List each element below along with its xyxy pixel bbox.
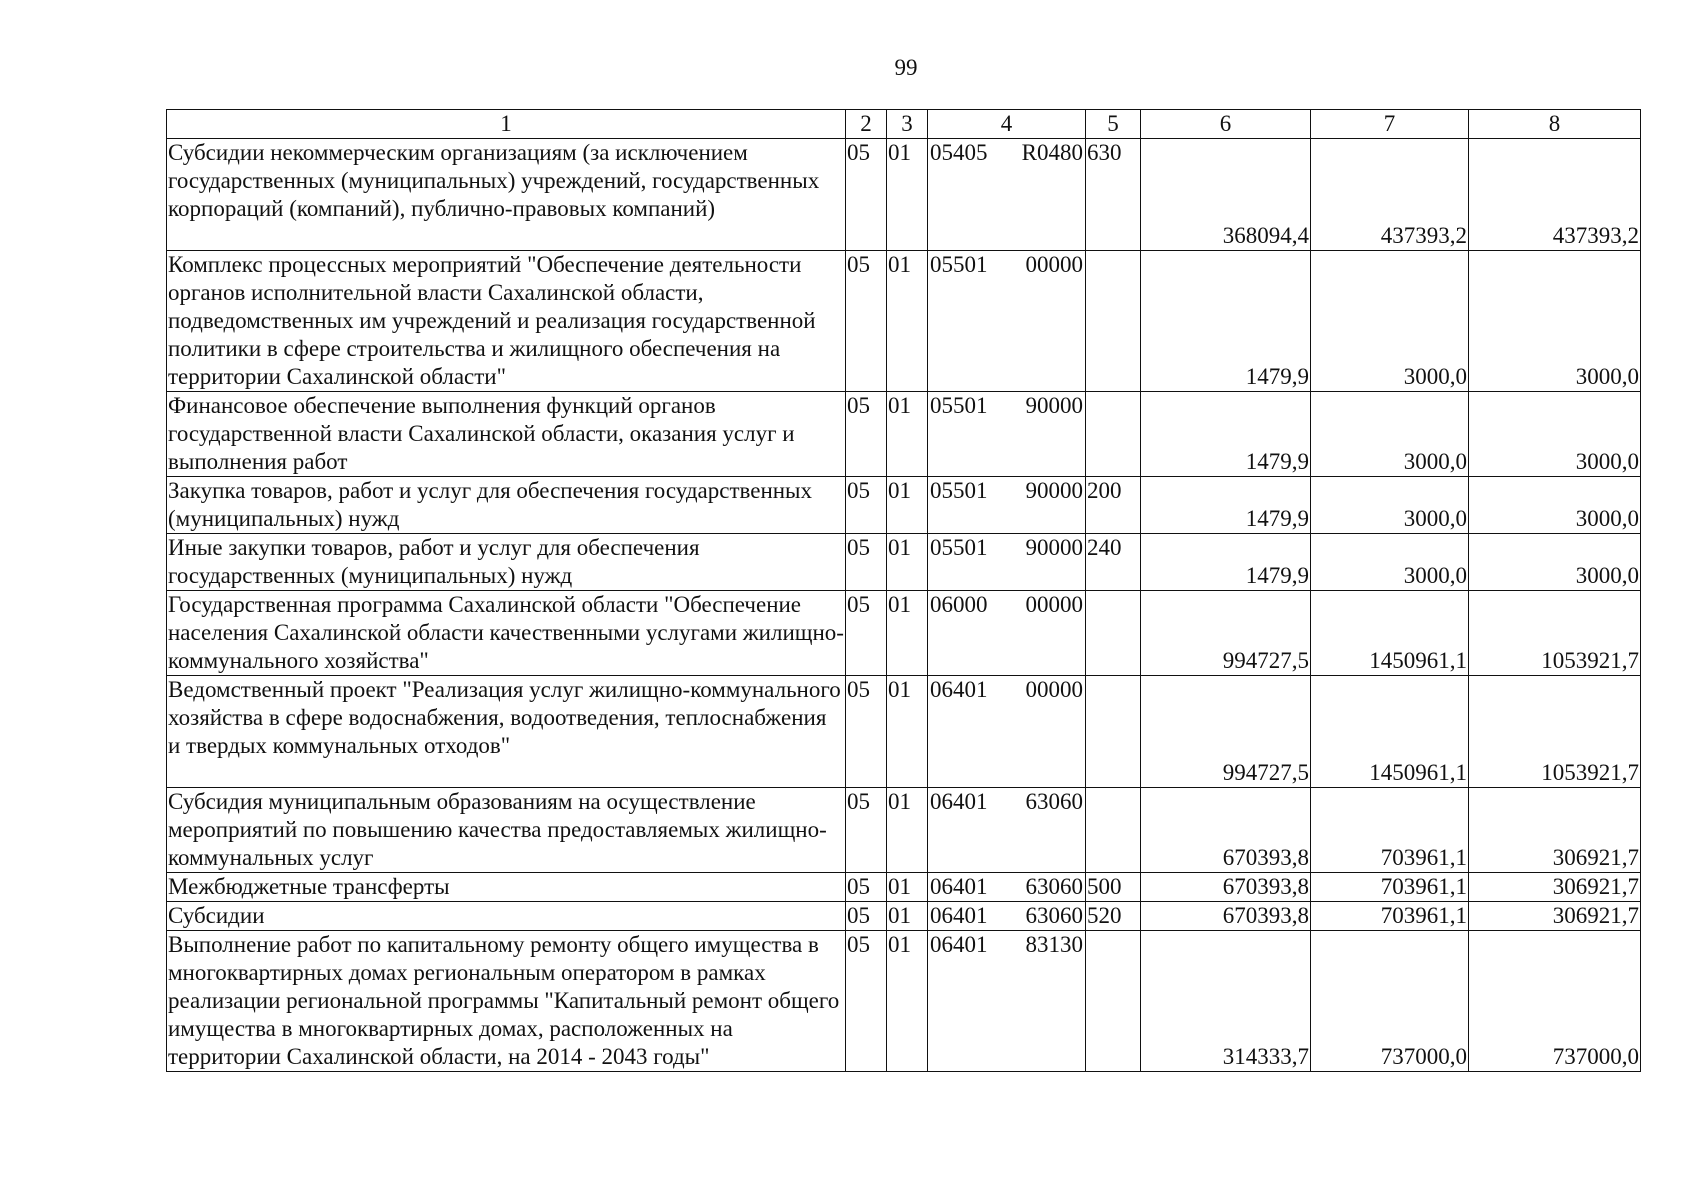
expense-type-code (1086, 931, 1141, 1072)
table-row (167, 534, 1641, 591)
target-article-program: 06000 (930, 592, 988, 617)
amount-col-8: 437393,2 (1469, 139, 1641, 251)
amount-col-7: 3000,0 (1311, 392, 1469, 477)
expense-type-code: 500 (1086, 873, 1141, 902)
amount-col-6: 1479,9 (1141, 392, 1311, 477)
section-code: 05 (846, 931, 887, 1072)
table-row (167, 139, 1641, 251)
row-name: Субсидии (167, 902, 846, 931)
section-code: 05 (846, 477, 887, 534)
subsection-code: 01 (887, 534, 928, 591)
table-row (167, 931, 1641, 1072)
target-article-code (928, 139, 1086, 251)
amount-col-6: 1479,9 (1141, 251, 1311, 392)
amount-col-7: 3000,0 (1311, 251, 1469, 392)
expense-type-code (1086, 591, 1141, 676)
amount-col-6: 1479,9 (1141, 534, 1311, 591)
amount-col-7: 3000,0 (1311, 477, 1469, 534)
amount-col-8: 3000,0 (1469, 534, 1641, 591)
amount-col-6: 1479,9 (1141, 477, 1311, 534)
expense-type-code: 240 (1086, 534, 1141, 591)
amount-col-6: 368094,4 (1141, 139, 1311, 251)
row-name: Ведомственный проект "Реализация услуг жилищно-коммунального хозяйства в сфере водоснабжения, водоотведения, теплоснабжения и твердых коммунальных отходов" (167, 676, 846, 788)
target-article-direction: 63060 (1025, 903, 1083, 928)
row-name: Финансовое обеспечение выполнения функций органов государственной власти Сахалинской области, оказания услуг и выполнения работ (167, 392, 846, 477)
subsection-code: 01 (887, 477, 928, 534)
subsection-code: 01 (887, 788, 928, 873)
amount-col-7: 703961,1 (1311, 788, 1469, 873)
target-article-code (928, 902, 1086, 931)
row-name: Межбюджетные трансферты (167, 873, 846, 902)
expense-type-code: 200 (1086, 477, 1141, 534)
target-article-direction: R0480 (1021, 140, 1083, 165)
target-article-code (928, 534, 1086, 591)
subsection-code: 01 (887, 676, 928, 788)
table-row (167, 591, 1641, 676)
amount-col-8: 306921,7 (1469, 902, 1641, 931)
row-name: Закупка товаров, работ и услуг для обеспечения государственных (муниципальных) нужд (167, 477, 846, 534)
target-article-direction: 90000 (1025, 478, 1083, 503)
amount-col-8: 1053921,7 (1469, 591, 1641, 676)
amount-col-6: 994727,5 (1141, 676, 1311, 788)
target-article-code (928, 591, 1086, 676)
column-header: 6 (1141, 110, 1311, 139)
expense-type-code (1086, 788, 1141, 873)
amount-col-7: 737000,0 (1311, 931, 1469, 1072)
section-code: 05 (846, 788, 887, 873)
target-article-program: 05501 (930, 535, 988, 560)
amount-col-7: 703961,1 (1311, 902, 1469, 931)
page-number: 99 (894, 55, 918, 80)
target-article-code (928, 873, 1086, 902)
amount-col-7: 1450961,1 (1311, 676, 1469, 788)
row-name: Иные закупки товаров, работ и услуг для обеспечения государственных (муниципальных) нужд (167, 534, 846, 591)
subsection-code: 01 (887, 139, 928, 251)
subsection-code: 01 (887, 251, 928, 392)
target-article-code (928, 392, 1086, 477)
target-article-program: 06401 (930, 903, 988, 928)
table-row (167, 477, 1641, 534)
amount-col-6: 670393,8 (1141, 788, 1311, 873)
expense-type-code (1086, 392, 1141, 477)
target-article-direction: 00000 (1025, 592, 1083, 617)
amount-col-6: 994727,5 (1141, 591, 1311, 676)
target-article-direction: 00000 (1025, 677, 1083, 702)
row-name: Выполнение работ по капитальному ремонту общего имущества в многоквартирных домах региональным оператором в рамках реализации региональной программы "Капитальный ремонт общего имущества в многоквартирных домах, расположенных на территории Сахалинской области, на 2014 - 2043 годы" (167, 931, 846, 1072)
column-header: 3 (887, 110, 928, 139)
column-header: 8 (1469, 110, 1641, 139)
target-article-program: 06401 (930, 789, 988, 814)
amount-col-6: 670393,8 (1141, 873, 1311, 902)
section-code: 05 (846, 676, 887, 788)
subsection-code: 01 (887, 873, 928, 902)
column-header: 4 (928, 110, 1086, 139)
target-article-direction: 90000 (1025, 535, 1083, 560)
target-article-program: 05405 (930, 140, 988, 165)
amount-col-8: 3000,0 (1469, 392, 1641, 477)
target-article-direction: 63060 (1025, 789, 1083, 814)
header-row (167, 110, 1641, 139)
column-header: 7 (1311, 110, 1469, 139)
amount-col-7: 437393,2 (1311, 139, 1469, 251)
target-article-direction: 00000 (1025, 252, 1083, 277)
column-header: 5 (1086, 110, 1141, 139)
section-code: 05 (846, 392, 887, 477)
budget-table (166, 109, 1641, 1072)
amount-col-8: 3000,0 (1469, 477, 1641, 534)
row-name: Комплекс процессных мероприятий "Обеспечение деятельности органов исполнительной власти Сахалинской области, подведомственных им учреждений и реализация государственной политики в сфере строительства и жилищного обеспечения на территории Сахалинской области" (167, 251, 846, 392)
subsection-code: 01 (887, 931, 928, 1072)
target-article-program: 05501 (930, 393, 988, 418)
amount-col-8: 1053921,7 (1469, 676, 1641, 788)
target-article-direction: 83130 (1025, 932, 1083, 957)
target-article-code (928, 788, 1086, 873)
target-article-program: 06401 (930, 932, 988, 957)
amount-col-8: 306921,7 (1469, 788, 1641, 873)
section-code: 05 (846, 139, 887, 251)
subsection-code: 01 (887, 392, 928, 477)
expense-type-code (1086, 251, 1141, 392)
row-name: Субсидии некоммерческим организациям (за исключением государственных (муниципальных) учреждений, государственных корпораций (компаний), публично-правовых компаний) (167, 139, 846, 251)
amount-col-8: 737000,0 (1469, 931, 1641, 1072)
target-article-program: 05501 (930, 252, 988, 277)
section-code: 05 (846, 251, 887, 392)
target-article-program: 05501 (930, 478, 988, 503)
expense-type-code: 630 (1086, 139, 1141, 251)
table-row (167, 873, 1641, 902)
section-code: 05 (846, 591, 887, 676)
column-header: 2 (846, 110, 887, 139)
amount-col-6: 670393,8 (1141, 902, 1311, 931)
table-row (167, 392, 1641, 477)
table-row (167, 251, 1641, 392)
subsection-code: 01 (887, 591, 928, 676)
amount-col-7: 3000,0 (1311, 534, 1469, 591)
target-article-code (928, 676, 1086, 788)
target-article-code (928, 477, 1086, 534)
table-row (167, 788, 1641, 873)
expense-type-code: 520 (1086, 902, 1141, 931)
amount-col-7: 703961,1 (1311, 873, 1469, 902)
amount-col-6: 314333,7 (1141, 931, 1311, 1072)
section-code: 05 (846, 873, 887, 902)
target-article-code (928, 251, 1086, 392)
section-code: 05 (846, 902, 887, 931)
expense-type-code (1086, 676, 1141, 788)
column-header: 1 (167, 110, 846, 139)
target-article-direction: 63060 (1025, 874, 1083, 899)
row-name: Государственная программа Сахалинской области "Обеспечение населения Сахалинской области качественными услугами жилищно-коммунального хозяйства" (167, 591, 846, 676)
amount-col-7: 1450961,1 (1311, 591, 1469, 676)
amount-col-8: 306921,7 (1469, 873, 1641, 902)
row-name: Субсидия муниципальным образованиям на осуществление мероприятий по повышению качества предоставляемых жилищно-коммунальных услуг (167, 788, 846, 873)
target-article-code (928, 931, 1086, 1072)
section-code: 05 (846, 534, 887, 591)
subsection-code: 01 (887, 902, 928, 931)
amount-col-8: 3000,0 (1469, 251, 1641, 392)
target-article-program: 06401 (930, 874, 988, 899)
target-article-program: 06401 (930, 677, 988, 702)
table-row (167, 902, 1641, 931)
table-row (167, 676, 1641, 788)
target-article-direction: 90000 (1025, 393, 1083, 418)
